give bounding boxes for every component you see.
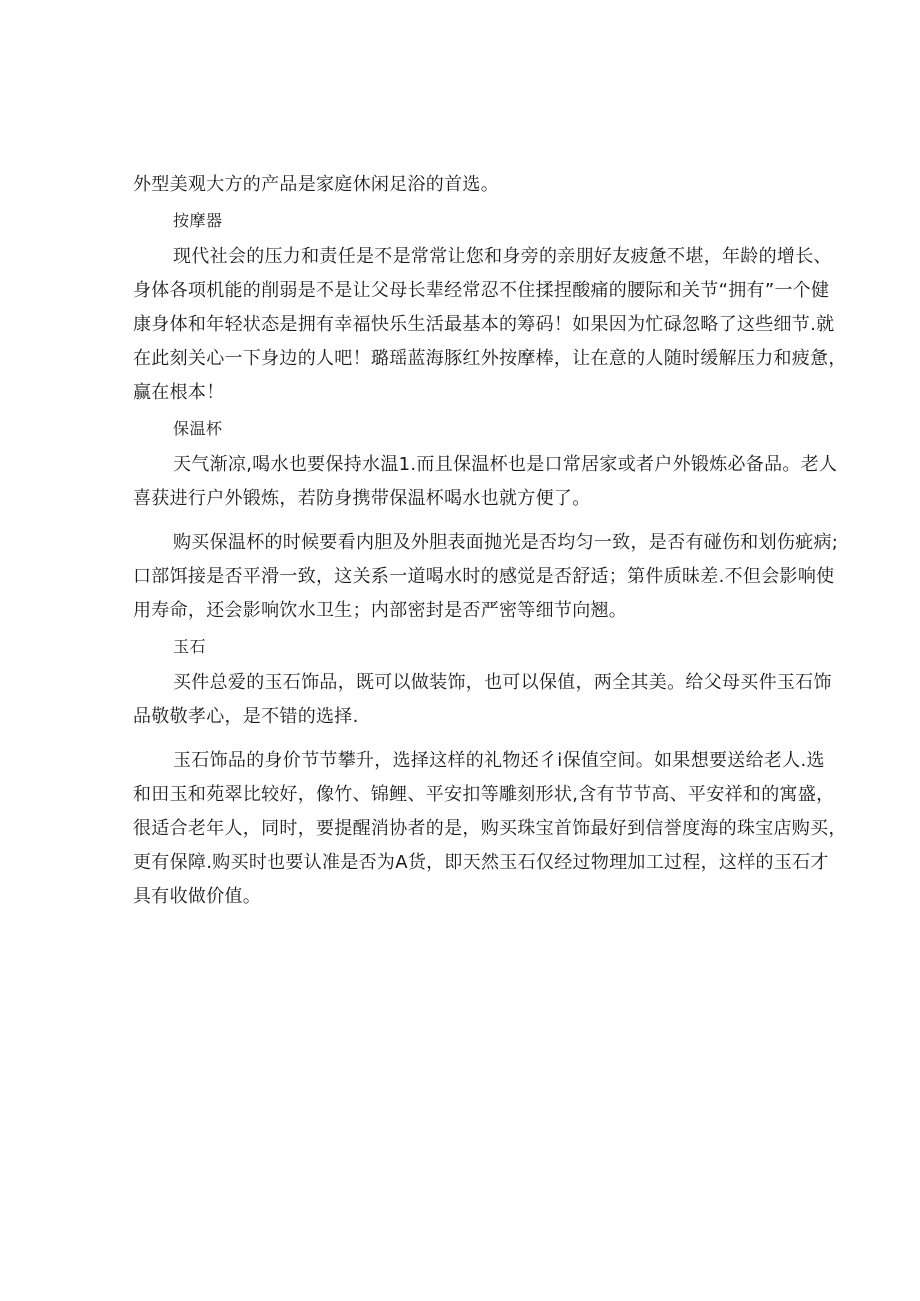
text-line: 玉石饰品的身价节节攀升，选择这样的礼物还彳i保值空间。如果想要送给老人.选	[173, 750, 825, 771]
text-line: 口部饵接是否平滑一致，这关系一道喝水时的感觉是否舒适；第件质昧差.不但会影响使	[133, 566, 835, 587]
intro-paragraph	[133, 168, 798, 202]
text-line: 具有收做价值。	[133, 886, 262, 907]
text-line: 购买保温杯的时候要看内胆及外胆表面抛光是否均匀一致，是否有碰伤和划伤疵病;	[173, 532, 839, 553]
document-body	[133, 168, 847, 914]
heading-thermos: 保温杯	[173, 419, 223, 438]
text-line: 品敬敬孝心，是不错的选择.	[133, 706, 359, 727]
heading-massager: 按摩器	[173, 211, 223, 230]
text-line: 喜获进行户外锻炼，若防身携带保温杯喝水也就方便了。	[133, 488, 591, 509]
text-line: 用寿命，还会影响饮水卫生；内部密封是否严密等细节向翘。	[133, 600, 628, 621]
text-line: 康身体和年轻状态是拥有幸福快乐生活最基本的筹码！如果因为忙碌忽略了这些细节.就	[133, 314, 835, 335]
massager-paragraph	[133, 240, 847, 410]
text-line: 买件总爱的玉石饰品，既可以做装饰，也可以保值，两全其美。给父母买件玉石饰	[173, 672, 832, 693]
jade-paragraph-2	[133, 744, 847, 914]
text-line: 在此刻关心一下身边的人吧！璐瑶蓝海豚红外按摩棒，让在意的人随时缓解压力和疲惫，	[133, 348, 847, 369]
text-line: 很适合老年人，同时，要提醒消协者的是，购买珠宝首饰最好到信誉度海的珠宝店购买，	[133, 818, 847, 839]
heading-jade: 玉石	[173, 637, 207, 656]
text-line: 和田玉和苑翠比较好，像竹、锦鲤、平安扣等雕刻形状,含有节节高、平安祥和的寓盛，	[133, 784, 835, 805]
text-line: 外型美观大方的产品是家庭休闲足浴的首选。	[133, 174, 499, 195]
text-line: 现代社会的压力和责任是不是常常让您和身旁的亲朋好友疲惫不堪，年龄的增长、	[173, 246, 832, 267]
text-line: 更有保障.购买时也要认准是否为A货，即天然玉石仅经过物理加工过程，这样的玉石才	[133, 852, 829, 873]
text-line: 身体各项机能的削弱是不是让父母长辈经常忍不住揉捏酸痛的腰际和关节“拥有”一个健	[133, 280, 830, 301]
text-line: 天气渐凉,喝水也要保持水温1.而且保温杯也是口常居家或者户外锻炼必备品。老人	[173, 454, 838, 475]
thermos-paragraph-1	[133, 448, 838, 516]
text-line: 赢在根本！	[133, 382, 225, 403]
thermos-paragraph-2	[133, 526, 839, 628]
jade-paragraph-1	[133, 666, 832, 734]
